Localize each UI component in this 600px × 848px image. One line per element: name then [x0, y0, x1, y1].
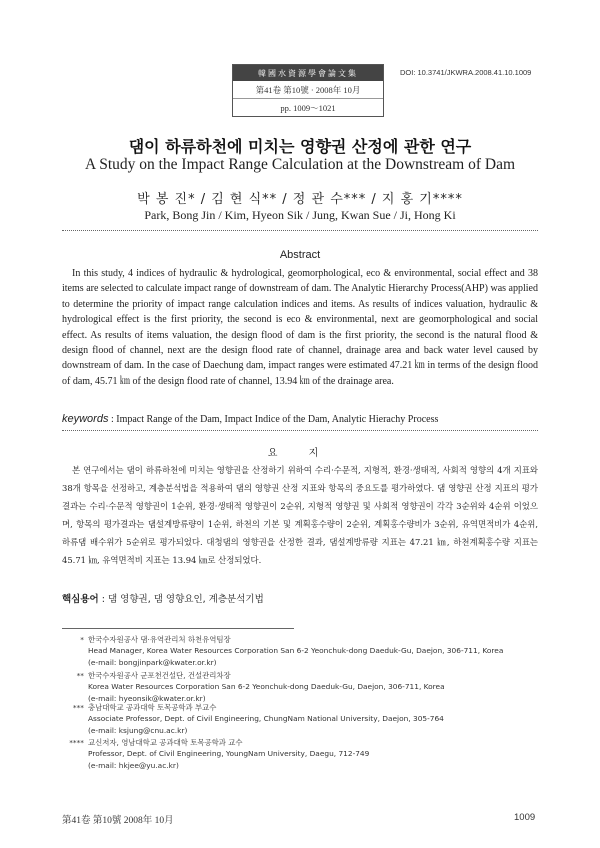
divider-top	[62, 230, 538, 231]
divider-middle	[62, 430, 538, 431]
keywords-korean: 핵심용어 : 댐 영향권, 댐 영향요인, 계층분석기법	[62, 594, 264, 605]
footnote-affiliation-en: Head Manager, Korea Water Resources Corporation San 6-2 Yeonchuk-dong Daeduk-Gu, Daejon, 306-711, Korea	[88, 646, 504, 656]
footnote-author-2	[62, 670, 445, 704]
abstract-body: In this study, 4 indices of hydraulic & hydrological, geomorphological, eco & environmental, social effect and 38 items are selected to calculate impact range of downstream of dam. The Analytic Hierarchy Process(AHP) was applied to determine the priority of impact range calculation indices and items. As results of indices valuation, hydraulic & hydrological effect is the first priority, the second is eco & environmental, next are geomorphological and social effect. As results of items valuation, the design flood of dam is the first priority, the second is the natural flood & design flood of channel, next are the design flood rate of channel, drainage area and back water level caused by downstream of dam. In the case of Daechung dam, impact ranges were estimated 47.21 ㎞ in terms of the design flood of dam, 45.71 ㎞ of the design flood rate of channel, 13.94 ㎞ of the drainage area.	[62, 268, 538, 387]
footnote-affiliation-ko: 교신저자, 영남대학교 공과대학 토목공학과 교수	[88, 738, 243, 747]
summary-heading: 요 지	[267, 448, 333, 459]
footnote-affiliation-ko: 충남대학교 공과대학 토목공학과 부교수	[88, 703, 217, 712]
keywords-english: keywords : Impact Range of the Dam, Impact Indice of the Dam, Analytic Hierachy Process	[62, 413, 439, 425]
authors-english: Park, Bong Jin / Kim, Hyeon Sik / Jung, Kwan Sue / Ji, Hong Ki	[144, 208, 456, 222]
footnote-email: (e-mail: bongjinpark@kwater.or.kr)	[88, 657, 217, 667]
abstract-heading: Abstract	[279, 249, 321, 261]
footnote-author-3	[62, 702, 444, 736]
footnote-rule	[62, 628, 294, 629]
journal-volume: 第41卷 第10號 · 2008年 10月	[233, 81, 383, 99]
footnote-mark: ****	[69, 738, 84, 747]
keywords-text: Impact Range of the Dam, Impact Indice of the Dam, Analytic Hierachy Process	[116, 414, 439, 425]
footnote-email: (e-mail: hkjee@yu.ac.kr)	[88, 760, 179, 770]
journal-name: 韓國水資源學會論文集	[233, 65, 383, 81]
footnote-email: (e-mail: hyeonsik@kwater.or.kr)	[88, 693, 206, 703]
title-english: A Study on the Impact Range Calculation at the Downstream of Dam	[84, 156, 516, 173]
journal-pages: pp. 1009～1021	[280, 103, 336, 113]
footnote-email: (e-mail: ksjung@cnu.ac.kr)	[88, 725, 188, 735]
keywords-korean-label: 핵심용어	[62, 594, 99, 605]
footnote-affiliation-en: Professor, Dept. of Civil Engineering, YoungNam University, Daegu, 712-749	[88, 749, 370, 759]
keywords-label: keywords	[62, 413, 109, 425]
footnote-author-1	[62, 634, 503, 668]
footnote-affiliation-ko: 한국수자원공사 군포천건설단, 건설관리차장	[88, 671, 231, 680]
journal-header-box	[232, 64, 384, 117]
doi: DOI: 10.3741/JKWRA.2008.41.10.1009	[400, 68, 532, 77]
footnote-mark: ***	[72, 703, 84, 712]
footnote-affiliation-en: Associate Professor, Dept. of Civil Engineering, ChungNam National University, Daejon, 305-764	[88, 714, 444, 724]
keywords-korean-text: 댐 영향권, 댐 영향요인, 계층분석기법	[107, 594, 264, 605]
footnote-mark: **	[76, 671, 84, 680]
summary-body: 본 연구에서는 댐이 하류하천에 미치는 영향권을 산정하기 위하여 수리·수문적, 지형적, 환경·생태적, 사회적 영향의 4개 지표와 38개 항목을 선정하고, 계층분석법을 적용하여 댐의 영향권 산정 지표와 항목의 중요도를 평가하였다. 댐 영향권 산정 지표의 평가결과는 수리·수문적 영향권이 1순위, 환경·생태적 영향권이 2순위, 지형적 영향권 및 사회적 영향권이 각각 3순위와 4순위 이었으며, 항목의 평가결과는 댐설계방류량이 1순위, 하천의 기본 및 계획홍수량이 2순위, 계획홍수량비가 3순위, 유역면적비가 4순위, 하류댐 배수위가 5순위로 평가되었다. 대청댐의 영향권을 산정한 결과, 댐설계방류량 지표는 47.21 ㎞, 하천계획홍수량 지표는 45.71 ㎞, 유역면적비 지표는 13.94 ㎞로 산정되었다.	[62, 465, 538, 565]
page-number: 1009	[514, 812, 536, 823]
footnote-affiliation-en: Korea Water Resources Corporation San 6-2 Yeonchuk-dong Daeduk-Gu, Daejon, 306-711, Korea	[88, 682, 445, 692]
authors-korean: 박 봉 진* / 김 현 식** / 정 관 수*** / 지 홍 기****	[137, 192, 463, 207]
footer-issue: 第41卷 第10號 2008年 10月	[62, 816, 174, 826]
footnote-author-4	[62, 737, 369, 771]
title-korean: 댐이 하류하천에 미치는 영향권 산정에 관한 연구	[128, 137, 472, 156]
footnote-affiliation-ko: 한국수자원공사 댐·유역관리처 하천유역팀장	[88, 635, 231, 644]
footnote-mark: *	[80, 635, 84, 644]
